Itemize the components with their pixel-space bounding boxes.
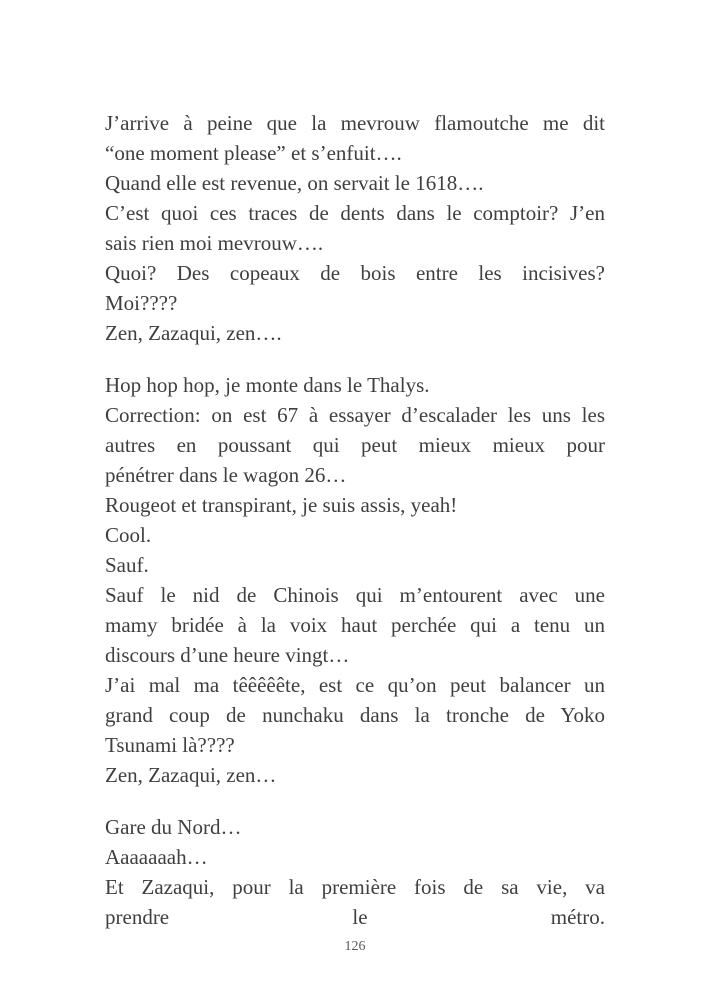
page-content: [105, 108, 605, 932]
text-line: “one moment please” et s’enfuit….: [105, 141, 402, 165]
page-number: 126: [344, 939, 366, 954]
text-line: sais rien moi mevrouw….: [105, 231, 324, 255]
text-line: Sauf le nid de Chinois qui m’entourent avec une: [105, 583, 605, 607]
text-line: autres en poussant qui peut mieux mieux pour: [105, 433, 605, 457]
text-line: Tsunami là????: [105, 733, 235, 757]
text-line: Et Zazaqui, pour la première fois de sa vie, va: [105, 875, 605, 899]
text-line: discours d’une heure vingt…: [105, 643, 350, 667]
text-line: Cool.: [105, 523, 152, 547]
text-line: Quoi? Des copeaux de bois entre les incisives?: [105, 261, 605, 285]
text-line: Hop hop hop, je monte dans le Thalys.: [105, 373, 430, 397]
text-line: C’est quoi ces traces de dents dans le comptoir? J’en: [105, 201, 605, 225]
text-line: J’ai mal ma têêêêête, est ce qu’on peut balancer un: [105, 673, 605, 697]
text-line: Gare du Nord…: [105, 815, 242, 839]
text-line: prendre le métro.: [105, 905, 605, 929]
text-line: Sauf.: [105, 553, 149, 577]
text-line: Correction: on est 67 à essayer d’escalader les uns les: [105, 403, 605, 427]
text-line: Aaaaaaah…: [105, 845, 208, 869]
paragraph-block: [105, 108, 605, 348]
text-line: Zen, Zazaqui, zen….: [105, 321, 282, 345]
paragraph-block: [105, 812, 605, 932]
text-line: Zen, Zazaqui, zen…: [105, 763, 277, 787]
text-line: Moi????: [105, 291, 178, 315]
text-line: mamy bridée à la voix haut perchée qui a tenu un: [105, 613, 605, 637]
text-line: Quand elle est revenue, on servait le 1618….: [105, 171, 484, 195]
paragraph-block: [105, 370, 605, 790]
text-line: J’arrive à peine que la mevrouw flamoutche me dit: [105, 111, 605, 135]
text-line: Rougeot et transpirant, je suis assis, yeah!: [105, 493, 458, 517]
text-line: grand coup de nunchaku dans la tronche de Yoko: [105, 703, 605, 727]
text-line: pénétrer dans le wagon 26…: [105, 463, 347, 487]
